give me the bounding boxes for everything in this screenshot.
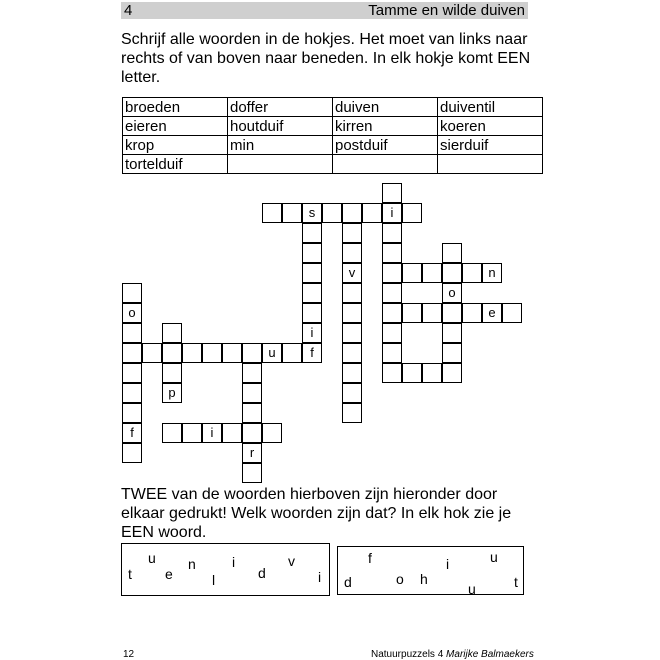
crossword-cell[interactable] (122, 283, 142, 303)
crossword-cell[interactable] (442, 323, 462, 343)
crossword-cell[interactable] (342, 343, 362, 363)
crossword-cell[interactable]: n (482, 263, 502, 283)
crossword-cell[interactable]: i (202, 423, 222, 443)
crossword-cell[interactable] (442, 243, 462, 263)
crossword-cell[interactable] (342, 283, 362, 303)
crossword-cell[interactable] (122, 443, 142, 463)
crossword-cell[interactable] (342, 223, 362, 243)
scrambled-letter: e (165, 566, 173, 582)
crossword-cell[interactable] (422, 263, 442, 283)
crossword-cell[interactable] (402, 303, 422, 323)
crossword-cell[interactable] (242, 383, 262, 403)
crossword-cell[interactable] (462, 303, 482, 323)
word-cell: eieren (123, 117, 228, 136)
crossword-cell[interactable] (222, 343, 242, 363)
crossword-cell[interactable]: e (482, 303, 502, 323)
crossword-cell[interactable] (382, 323, 402, 343)
crossword-cell[interactable] (302, 223, 322, 243)
crossword-cell[interactable]: f (122, 423, 142, 443)
crossword-cell[interactable]: i (382, 203, 402, 223)
crossword-cell[interactable] (302, 243, 322, 263)
table-row (123, 136, 543, 155)
table-row (123, 117, 543, 136)
crossword-cell[interactable]: v (342, 263, 362, 283)
crossword-cell[interactable] (382, 223, 402, 243)
crossword-cell[interactable] (442, 263, 462, 283)
scrambled-word-box-1 (121, 543, 330, 596)
word-cell: broeden (123, 98, 228, 117)
scrambled-letter: i (446, 556, 450, 572)
word-cell (228, 155, 333, 174)
crossword-cell[interactable] (142, 343, 162, 363)
word-cell (438, 155, 543, 174)
crossword-cell[interactable] (382, 283, 402, 303)
crossword-cell[interactable] (122, 383, 142, 403)
crossword-cell[interactable] (322, 203, 342, 223)
crossword-cell[interactable]: o (442, 283, 462, 303)
scrambled-letter: l (212, 572, 216, 588)
page-header (121, 2, 528, 19)
crossword-cell[interactable] (302, 303, 322, 323)
table-row (123, 155, 543, 174)
word-cell (333, 155, 438, 174)
word-cell: postduif (333, 136, 438, 155)
crossword-cell[interactable] (302, 283, 322, 303)
crossword-cell[interactable] (362, 203, 382, 223)
scrambled-letter: i (232, 554, 236, 570)
crossword-cell[interactable] (382, 343, 402, 363)
word-cell: koeren (438, 117, 543, 136)
instruction-text-2: TWEE van de woorden hierboven zijn hieronder door elkaar gedrukt! Welk woorden zijn dat? In elk hok zie je EEN woord. (121, 486, 512, 541)
crossword-cell[interactable] (502, 303, 522, 323)
crossword-cell[interactable] (382, 303, 402, 323)
crossword-cell[interactable] (242, 403, 262, 423)
crossword-cell[interactable] (442, 343, 462, 363)
crossword-cell[interactable] (442, 363, 462, 383)
crossword-cell[interactable] (162, 363, 182, 383)
crossword-cell[interactable] (342, 243, 362, 263)
crossword-cell[interactable] (342, 363, 362, 383)
crossword-cell[interactable]: o (122, 303, 142, 323)
scrambled-letter: h (420, 571, 428, 587)
crossword-cell[interactable] (282, 203, 302, 223)
crossword-cell[interactable] (342, 303, 362, 323)
footer-author: Marijke Balmaekers (446, 649, 534, 660)
scrambled-letter: t (128, 566, 132, 582)
footer-page-number: 12 (123, 649, 135, 660)
crossword-cell[interactable] (402, 263, 422, 283)
scrambled-word-box-2 (337, 546, 524, 595)
crossword-cell[interactable] (422, 303, 442, 323)
crossword-cell[interactable] (382, 183, 402, 203)
crossword-cell[interactable] (342, 383, 362, 403)
crossword-cell[interactable] (122, 323, 142, 343)
crossword-cell[interactable]: f (302, 343, 322, 363)
crossword-cell[interactable]: s (302, 203, 322, 223)
scrambled-letter: d (344, 574, 352, 590)
crossword-cell[interactable] (242, 343, 262, 363)
word-cell: doffer (228, 98, 333, 117)
word-cell: sierduif (438, 136, 543, 155)
crossword-cell[interactable] (342, 203, 362, 223)
crossword-cell[interactable] (382, 363, 402, 383)
scrambled-letter: v (288, 553, 295, 569)
crossword-cell[interactable] (442, 303, 462, 323)
crossword-cell[interactable] (242, 363, 262, 383)
crossword-cell[interactable] (182, 423, 202, 443)
header-page-number: 4 (124, 2, 133, 19)
crossword-cell[interactable] (182, 343, 202, 363)
crossword-cell[interactable] (242, 463, 262, 483)
scrambled-letter: u (490, 549, 498, 565)
crossword-cell[interactable] (402, 363, 422, 383)
crossword-cell[interactable] (162, 423, 182, 443)
crossword-cell[interactable] (162, 323, 182, 343)
crossword-cell[interactable] (162, 343, 182, 363)
word-cell: duiven (333, 98, 438, 117)
crossword-cell[interactable]: r (242, 443, 262, 463)
scrambled-letter: d (258, 565, 266, 581)
crossword-cell[interactable] (122, 343, 142, 363)
crossword-cell[interactable] (462, 263, 482, 283)
crossword-cell[interactable] (262, 423, 282, 443)
scrambled-letter: o (396, 571, 404, 587)
crossword-cell[interactable] (302, 263, 322, 283)
crossword-cell[interactable] (122, 363, 142, 383)
crossword-cell[interactable]: i (302, 323, 322, 343)
word-cell: houtduif (228, 117, 333, 136)
crossword-cell[interactable] (282, 343, 302, 363)
word-cell: min (228, 136, 333, 155)
crossword-cell[interactable] (402, 203, 422, 223)
crossword-cell[interactable] (382, 243, 402, 263)
scrambled-letter: u (148, 550, 156, 566)
scrambled-letter: i (318, 569, 322, 585)
word-list-table (122, 97, 543, 174)
crossword-cell[interactable]: p (162, 383, 182, 403)
crossword-cell[interactable] (222, 423, 242, 443)
scrambled-letter: n (188, 556, 196, 572)
crossword-cell[interactable] (262, 203, 282, 223)
footer-credit (371, 649, 534, 660)
scrambled-letter: t (514, 574, 518, 590)
crossword-cell[interactable] (342, 323, 362, 343)
scrambled-letter: u (468, 581, 476, 597)
crossword-cell[interactable] (422, 363, 442, 383)
crossword-cell[interactable] (242, 423, 262, 443)
word-cell: duiventil (438, 98, 543, 117)
word-cell: kirren (333, 117, 438, 136)
crossword-cell[interactable] (342, 403, 362, 423)
instruction-text: Schrijf alle woorden in de hokjes. Het moet van links naar rechts of van boven naar beneden. In elk hokje komt EEN letter. (121, 31, 531, 86)
crossword-cell[interactable] (202, 343, 222, 363)
crossword-cell[interactable] (122, 403, 142, 423)
word-cell: tortelduif (123, 155, 228, 174)
footer-series: Natuurpuzzels 4 (371, 649, 444, 660)
word-cell: krop (123, 136, 228, 155)
header-title: Tamme en wilde duiven (368, 2, 525, 19)
table-row (123, 98, 543, 117)
crossword-cell[interactable] (382, 263, 402, 283)
crossword-cell[interactable]: u (262, 343, 282, 363)
scrambled-letter: f (368, 550, 372, 566)
